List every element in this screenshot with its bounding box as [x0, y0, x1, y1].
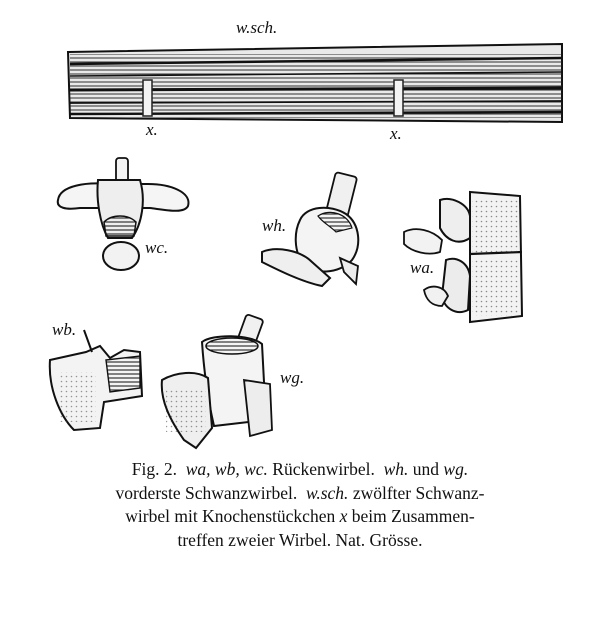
caption-dorsal-text: Rückenwirbel.	[272, 459, 375, 479]
label-wh: wh.	[262, 216, 287, 235]
label-x-right: x.	[390, 124, 402, 143]
caption-wsch-ref: w.sch.	[305, 482, 349, 503]
vertebra-wb	[50, 330, 142, 430]
caption-wg-ref: wg.	[443, 459, 469, 479]
caption-line-3	[40, 505, 560, 529]
caption-vertebra-refs: wa, wb, wc.	[185, 459, 268, 479]
label-x-left: x.	[146, 120, 158, 139]
vertebra-wc	[58, 158, 189, 270]
label-wc: wc.	[145, 238, 169, 257]
tail-vertebra-strip	[68, 44, 562, 122]
caption-line-4: treffen zweier Wirbel. Nat. Grösse.	[177, 529, 423, 550]
figure-caption	[40, 458, 560, 552]
caption-fig-number: Fig. 2.	[131, 459, 177, 479]
label-wsch: w.sch.	[236, 18, 278, 37]
caption-line-1	[40, 458, 560, 482]
caption-x-ref: x	[339, 506, 348, 526]
caption-twelfth-text: zwölfter Schwanz-	[352, 482, 485, 503]
label-wb: wb.	[52, 320, 77, 339]
caption-bone-text: wirbel mit Knochenstückchen	[125, 506, 336, 526]
caption-und: und	[412, 459, 440, 479]
caption-wh-ref: wh.	[383, 459, 409, 479]
vertebra-wg	[162, 314, 272, 448]
caption-anterior-text: vorderste Schwanzwirbel.	[115, 482, 298, 503]
caption-meeting-text: beim Zusammen-	[351, 506, 475, 526]
label-wg: wg.	[280, 368, 305, 387]
vertebra-wa	[404, 192, 522, 322]
caption-line-2	[40, 482, 560, 506]
label-wa: wa.	[410, 258, 435, 277]
